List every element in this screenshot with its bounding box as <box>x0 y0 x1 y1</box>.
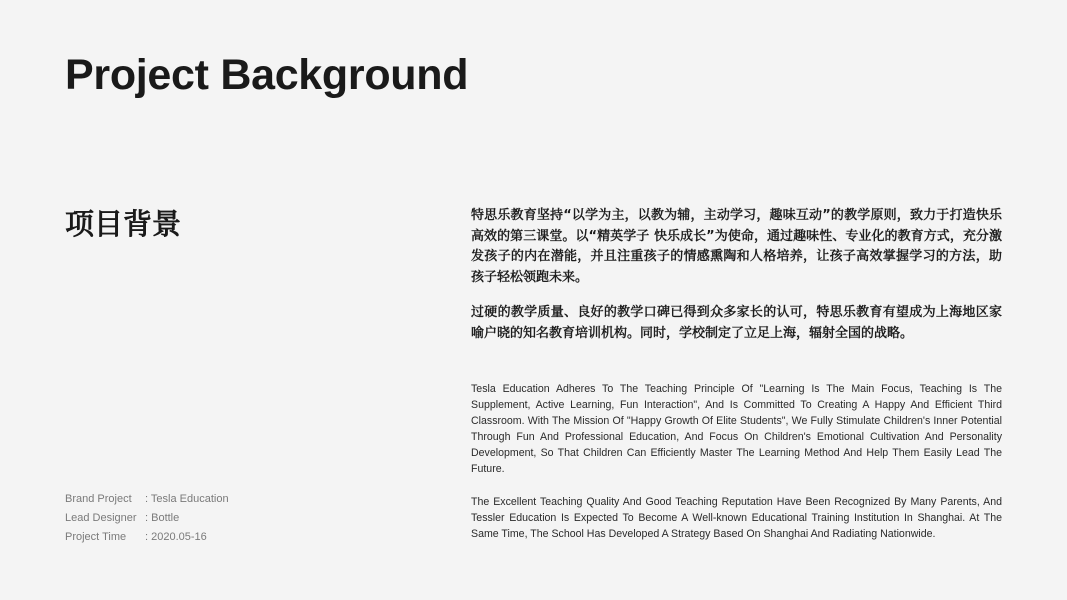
chinese-description <box>471 206 1002 344</box>
chinese-section-title: 项目背景 <box>65 207 182 241</box>
meta-value-project-time: : 2020.05-16 <box>145 531 207 543</box>
meta-row-lead-designer <box>65 509 229 528</box>
meta-row-brand-project <box>65 490 229 509</box>
english-paragraph-2: The Excellent Teaching Quality And Good Teaching Reputation Have Been Recognized By Many Parents, And Tessler Education Is Expected To Become A Well-known Educational Training Institution In Shanghai. At The Same Time, The School Has Developed A Strategy Based On Shanghai And Radiating Nationwide. <box>471 496 1002 540</box>
page-title: Project Background <box>65 51 469 99</box>
project-meta <box>65 490 229 547</box>
chinese-paragraph-2: 过硬的教学质量、良好的教学口碑已得到众多家长的认可，特思乐教育有望成为上海地区家喻户晓的知名教育培训机构。同时，学校制定了立足上海，辐射全国的战略。 <box>471 305 1002 341</box>
meta-key-project-time: Project Time <box>65 531 127 543</box>
meta-row-project-time <box>65 528 229 547</box>
meta-value-brand-project: : Tesla Education <box>145 493 229 505</box>
meta-key-lead-designer: Lead Designer <box>65 512 137 524</box>
meta-value-lead-designer: : Bottle <box>145 512 180 524</box>
english-description <box>471 381 1002 542</box>
english-paragraph-1: Tesla Education Adheres To The Teaching Principle Of "Learning Is The Main Focus, Teaching Is The Supplement, Active Learning, Fun Interaction", And Is Committed To Creating A Happy And Efficient Third Classroom. With The Mission Of "Happy Growth Of Elite Students", We Fully Stimulate Children's Inner Potential Through Fun And Professional Education, And Focus On Children's Emotional Cultivation And Personality Development, So That Children Can Efficiently Master The Learning Method And Help Them Easily Lead The Future. <box>471 383 1002 475</box>
chinese-paragraph-1: 特思乐教育坚持“以学为主，以教为辅，主动学习，趣味互动”的教学原则，致力于打造快乐高效的第三课堂。以“精英学子 快乐成长”为使命，通过趣味性、专业化的教育方式，充分激发孩子的内在潜能，并且注重孩子的情感熏陶和人格培养，让孩子高效掌握学习的方法，助孩子轻松领跑未来。 <box>471 208 1002 285</box>
meta-key-brand-project: Brand Project <box>65 493 132 505</box>
